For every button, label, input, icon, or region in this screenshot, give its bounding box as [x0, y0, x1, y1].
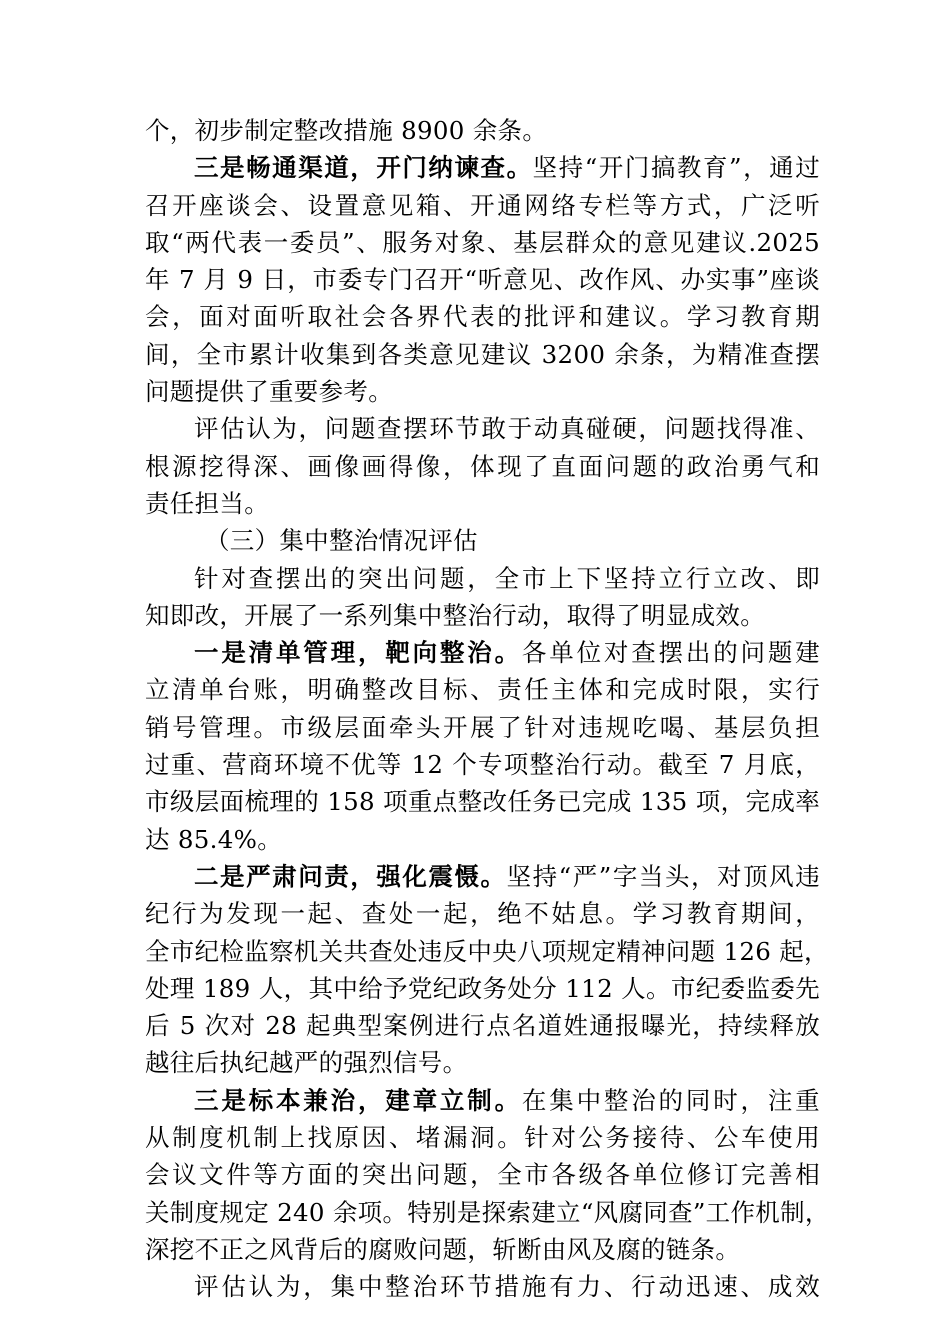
paragraph-start: 三是标本兼治，建章立制。在集中整治的同时，注重 [194, 1085, 820, 1115]
paragraph-start: 针对查摆出的突出问题，全市上下坚持立行立改、即 [194, 563, 820, 593]
paragraph-start: 评估认为，问题查摆环节敢于动真碰硬，问题找得准、 [194, 414, 820, 444]
text-line: 间，全市累计收集到各类意见建议 3200 余条，为精准查摆 [145, 339, 820, 369]
text-line: 会议文件等方面的突出问题，全市各级各单位修订完善相 [145, 1160, 820, 1190]
text-line: 知即改，开展了一系列集中整治行动，取得了明显成效。 [145, 600, 765, 630]
text-line: 问题提供了重要参考。 [145, 377, 393, 407]
paragraph-heading: 三是标本兼治，建章立制。 [194, 1085, 522, 1115]
text-line: 越往后执纪越严的强烈信号。 [145, 1048, 468, 1078]
text-line: 市级层面梳理的 158 项重点整改任务已完成 135 项，完成率 [145, 787, 820, 817]
text-line: 后 5 次对 28 起典型案例进行点名道姓通报曝光，持续释放 [145, 1011, 820, 1041]
text-line: 达 85.4%。 [145, 824, 283, 854]
paragraph-heading: 二是严肃问责，强化震慑。 [194, 861, 507, 891]
text-line: 关制度规定 240 余项。特别是探索建立“风腐同查”工作机制， [145, 1197, 830, 1227]
text-line: 深挖不正之风背后的腐败问题，斩断由风及腐的链条。 [145, 1234, 741, 1264]
text-line: 全市纪检监察机关共查处违反中央八项规定精神问题 126 起， [145, 936, 829, 966]
text-line: 个，初步制定整改措施 8900 余条。 [145, 116, 548, 145]
text-line: 纪行为发现一起、查处一起，绝不姑息。学习教育期间， [145, 899, 820, 929]
text-line: 从制度机制上找原因、堵漏洞。针对公务接待、公车使用 [145, 1123, 820, 1153]
text-line: 处理 189 人，其中给予党纪政务处分 112 人。市纪委监委先 [145, 973, 820, 1003]
text-line: 销号管理。市级层面牵头开展了针对违规吃喝、基层负担 [145, 712, 820, 742]
paragraph-start: 评估认为，集中整治环节措施有力、行动迅速、成效 [194, 1272, 820, 1302]
paragraph-heading: 三是畅通渠道，开门纳谏查。 [194, 153, 533, 183]
paragraph-heading: 一是清单管理，靶向整治。 [194, 638, 522, 668]
section-heading: （三）集中整治情况评估 [205, 526, 478, 556]
document-page [145, 112, 830, 1306]
paragraph-start: 一是清单管理，靶向整治。各单位对查摆出的问题建 [194, 638, 820, 668]
text-line: 根源挖得深、画像画得像，体现了直面问题的政治勇气和 [145, 451, 820, 481]
paragraph-start: 二是严肃问责，强化震慑。坚持“严”字当头，对顶风违 [194, 861, 820, 891]
text-line: 立清单台账，明确整改目标、责任主体和完成时限，实行 [145, 675, 820, 705]
text-line: 会，面对面听取社会各界代表的批评和建议。学习教育期 [145, 302, 820, 332]
text-line: 取“两代表一委员”、服务对象、基层群众的意见建议.2025 [145, 227, 820, 257]
paragraph-start: 三是畅通渠道，开门纳谏查。坚持“开门搞教育”，通过 [194, 153, 820, 183]
text-line: 过重、营商环境不优等 12 个专项整治行动。截至 7 月底， [145, 750, 820, 780]
text-line: 年 7 月 9 日，市委专门召开“听意见、改作风、办实事”座谈 [145, 265, 820, 295]
text-line: 召开座谈会、设置意见箱、开通网络专栏等方式，广泛听 [145, 190, 820, 220]
text-line: 责任担当。 [145, 488, 269, 518]
